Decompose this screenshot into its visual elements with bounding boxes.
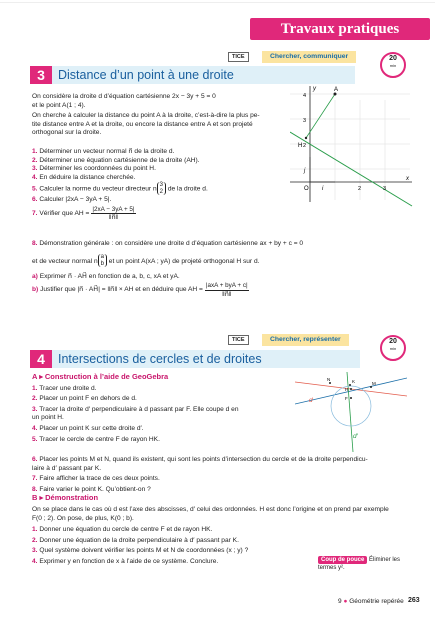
- part-intro: F(0 ; 2). On pose, de plus, K(0 ; b).: [32, 514, 134, 522]
- point-k: [349, 384, 351, 386]
- step-number: 8.: [32, 485, 38, 493]
- subquestion: [32, 273, 400, 282]
- label-a: A: [334, 87, 339, 93]
- vector-a: 3: [159, 182, 163, 189]
- step-text: Tracer le cercle de centre F de rayon HK.: [39, 435, 160, 443]
- tick-y3: 3: [303, 118, 307, 124]
- question-number: 6.: [32, 196, 38, 204]
- skill-badge: Chercher, communiquer: [262, 51, 356, 63]
- vector-coords: [157, 182, 166, 195]
- section-title: Distance d’un point à une droite: [58, 68, 234, 82]
- step-text: Placer un point K sur cette droite d′.: [39, 424, 144, 432]
- step-text: Placer un point F en dehors de d.: [39, 395, 137, 403]
- question-text: Déterminer une équation cartésienne de la droite (AH).: [39, 156, 200, 164]
- label-y: y: [313, 86, 316, 92]
- label-k: K: [352, 379, 356, 384]
- step: [32, 385, 302, 394]
- vector-b: 2: [159, 188, 163, 195]
- intro-line: et le point A(1 ; 4).: [32, 101, 86, 109]
- step-number: 1.: [32, 526, 38, 534]
- skill-badge: Chercher, représenter: [262, 334, 349, 346]
- point-h: [305, 137, 307, 139]
- question: [32, 205, 294, 223]
- fraction: [91, 206, 135, 222]
- step-text: Donner une équation de la droite perpendiculaire à d′ passant par K.: [39, 536, 239, 544]
- question: [32, 165, 294, 174]
- step-number: 7.: [32, 475, 38, 483]
- question: [32, 148, 294, 157]
- point-f: [350, 397, 352, 399]
- part-heading: [32, 494, 404, 504]
- intro-line: orthogonal sur la droite.: [32, 129, 102, 137]
- ex4-part-a: [32, 373, 302, 444]
- part-title: Démonstration: [45, 493, 99, 503]
- question-text: Déterminer les coordonnées du point H.: [39, 165, 156, 173]
- label-h: H: [298, 143, 303, 149]
- tick-y4: 4: [303, 93, 307, 99]
- chapter-number: 9: [338, 598, 342, 605]
- timer-value: 20: [389, 338, 397, 345]
- point-n: [329, 382, 331, 384]
- footer: [338, 598, 404, 605]
- part-label: B ▸: [32, 493, 44, 503]
- label-d-prime: d′: [353, 433, 358, 440]
- question-text: Vérifier que AH =: [39, 209, 90, 217]
- step: [32, 406, 302, 423]
- question-text: Calculer la norme du vecteur directeur: [39, 185, 153, 193]
- vector-a: a: [100, 254, 104, 261]
- timer-badge: [380, 335, 406, 361]
- tice-tag: TICE: [228, 335, 249, 345]
- timer-unit: min: [389, 346, 397, 351]
- question-number: 3.: [32, 165, 38, 173]
- question: [32, 240, 400, 249]
- question-cont: [32, 254, 400, 270]
- question-text: et un point A(xA ; yA) de projeté orthogonal H sur d.: [106, 257, 260, 265]
- page-number: 263: [408, 597, 420, 604]
- step-number: 1.: [32, 384, 38, 392]
- question: [32, 157, 294, 166]
- ex3-questions: [32, 148, 294, 223]
- step: [32, 395, 302, 404]
- step: [32, 425, 302, 434]
- step: [32, 547, 404, 556]
- chapter-title: Géométrie repérée: [349, 598, 404, 605]
- step: [32, 537, 404, 546]
- step: [32, 456, 404, 473]
- label-i: i: [322, 186, 324, 192]
- step-number: 4.: [32, 557, 38, 565]
- subquestion: [32, 281, 400, 299]
- geogebra-figure: [295, 372, 407, 452]
- step: [32, 526, 404, 535]
- step-text: un point H.: [32, 414, 64, 422]
- label-n: N: [327, 377, 331, 382]
- question-number: 2.: [32, 156, 38, 164]
- section-number: 4: [30, 350, 52, 368]
- question-number: 4.: [32, 173, 38, 181]
- question-number: 5.: [32, 185, 38, 193]
- subquestion-label: b): [32, 285, 39, 293]
- part-heading: [32, 373, 302, 383]
- question-text: Justifier que |n⃗ · AH⃗| = ‖n⃗‖ × AH et en déduire que AH =: [40, 285, 203, 293]
- label-h: H: [345, 387, 349, 392]
- step-text: Tracer une droite d.: [39, 384, 97, 392]
- vector-b: b: [100, 260, 104, 267]
- ex3-question8: [32, 240, 400, 299]
- tick-y2: 2: [303, 143, 307, 149]
- step-number: 3.: [32, 547, 38, 555]
- point-m: [370, 386, 372, 388]
- step-text: Tracer la droite d′ perpendiculaire à d passant par F. Elle coupe d en: [39, 405, 239, 413]
- chapter-separator: ●: [343, 598, 348, 605]
- section-number: 3: [30, 66, 52, 84]
- ex4-part-a-cont: [32, 456, 404, 567]
- vector-coords: [98, 254, 107, 267]
- step-text: Exprimer y en fonction de x à l’aide de ce système. Conclure.: [39, 557, 219, 565]
- step-text: Faire varier le point K. Qu’obtient-on ?: [39, 485, 151, 493]
- question-text: En déduire la distance cherchée.: [39, 173, 136, 181]
- step-number: 2.: [32, 395, 38, 403]
- vector-name: n: [93, 257, 98, 265]
- step-number: 6.: [32, 456, 38, 463]
- section-title: Intersections de cercles et de droites: [58, 352, 262, 366]
- question-text: Déterminer un vecteur normal n⃗ de la droite d.: [39, 148, 175, 155]
- step-text: Placer les points M et N, quand ils existent, qui sont les points d’intersection du cercle et de la droite perpendicu-: [39, 456, 368, 463]
- part-label: A ▸: [32, 372, 43, 381]
- intro-line: On cherche à calculer la distance du point A à la droite, c’est-à-dire la plus pe-: [32, 112, 260, 120]
- part-intro: On se place dans le cas où d est l’axe des abscisses, d′ celui des ordonnées. H est donc l’origine et on prend par exemple: [32, 505, 389, 513]
- question: [32, 196, 294, 205]
- fraction-numerator: |axA + byA + c|: [205, 282, 248, 290]
- timer-badge: [380, 52, 406, 78]
- fraction: [205, 282, 249, 298]
- hint-box: [318, 557, 410, 572]
- intro-line: tite distance entre A et la droite, ou encore la distance entre A et son projeté: [32, 120, 253, 128]
- question-text: Calculer |2xA − 3yA + 5|.: [39, 196, 112, 204]
- step-number: 4.: [32, 424, 38, 432]
- top-rule: [0, 2, 435, 3]
- question-text: Démonstration générale : on considère une droite d d’équation cartésienne ax + by + c = 0: [39, 240, 304, 247]
- question-number: 8.: [32, 240, 38, 247]
- question-number: 1.: [32, 148, 38, 155]
- step: [32, 475, 404, 484]
- part-title: Construction à l’aide de GeoGebra: [44, 372, 169, 381]
- hint-tag: Coup de pouce: [318, 556, 367, 564]
- coordinate-graph: [290, 82, 415, 207]
- vector-name: n: [152, 185, 157, 193]
- question-text: et de vecteur normal: [32, 257, 94, 265]
- step-text: Faire afficher la trace de ces deux points.: [39, 475, 160, 483]
- step-number: 3.: [32, 405, 38, 413]
- step-number: 5.: [32, 435, 38, 443]
- timer-value: 20: [389, 55, 397, 62]
- question-number: 7.: [32, 209, 38, 217]
- label-o: O: [304, 186, 309, 192]
- tick-x3: 3: [383, 186, 387, 192]
- label-f: F: [345, 396, 348, 401]
- step-text: Donner une équation du cercle de centre F et de rayon HK.: [39, 526, 213, 534]
- step-text: Quel système doivent vérifier les points M et N de coordonnées (x ; y) ?: [39, 547, 249, 555]
- subquestion-label: a): [32, 272, 38, 280]
- tick-x2: 2: [358, 186, 362, 192]
- question: [32, 182, 294, 196]
- timer-unit: min: [389, 63, 397, 68]
- point-h: [350, 388, 352, 390]
- step-number: 2.: [32, 536, 38, 544]
- page-banner: Travaux pratiques: [250, 18, 430, 40]
- question-text: Exprimer n⃗ · AH⃗ en fonction de a, b, c, xA et yA.: [39, 272, 180, 280]
- step-text: laire à d′ passant par K.: [32, 464, 102, 472]
- hint-text: Éliminer les termes y².: [318, 557, 401, 571]
- fraction-denominator: ‖n⃗‖: [222, 290, 232, 298]
- question: [32, 174, 294, 183]
- label-m: M: [372, 381, 376, 386]
- fraction-numerator: |2xA − 3yA + 5|: [92, 205, 135, 213]
- label-x: x: [406, 176, 409, 182]
- fraction-denominator: ‖n⃗‖: [108, 214, 119, 222]
- tice-tag: TICE: [228, 52, 249, 62]
- ex3-intro: [32, 93, 294, 138]
- step: [32, 436, 302, 445]
- question-text: de la droite d.: [165, 185, 208, 193]
- label-j: j: [304, 168, 306, 174]
- label-d: d: [309, 397, 313, 404]
- intro-line: On considère la droite d d’équation cartésienne 2x − 3y + 5 = 0: [32, 93, 216, 100]
